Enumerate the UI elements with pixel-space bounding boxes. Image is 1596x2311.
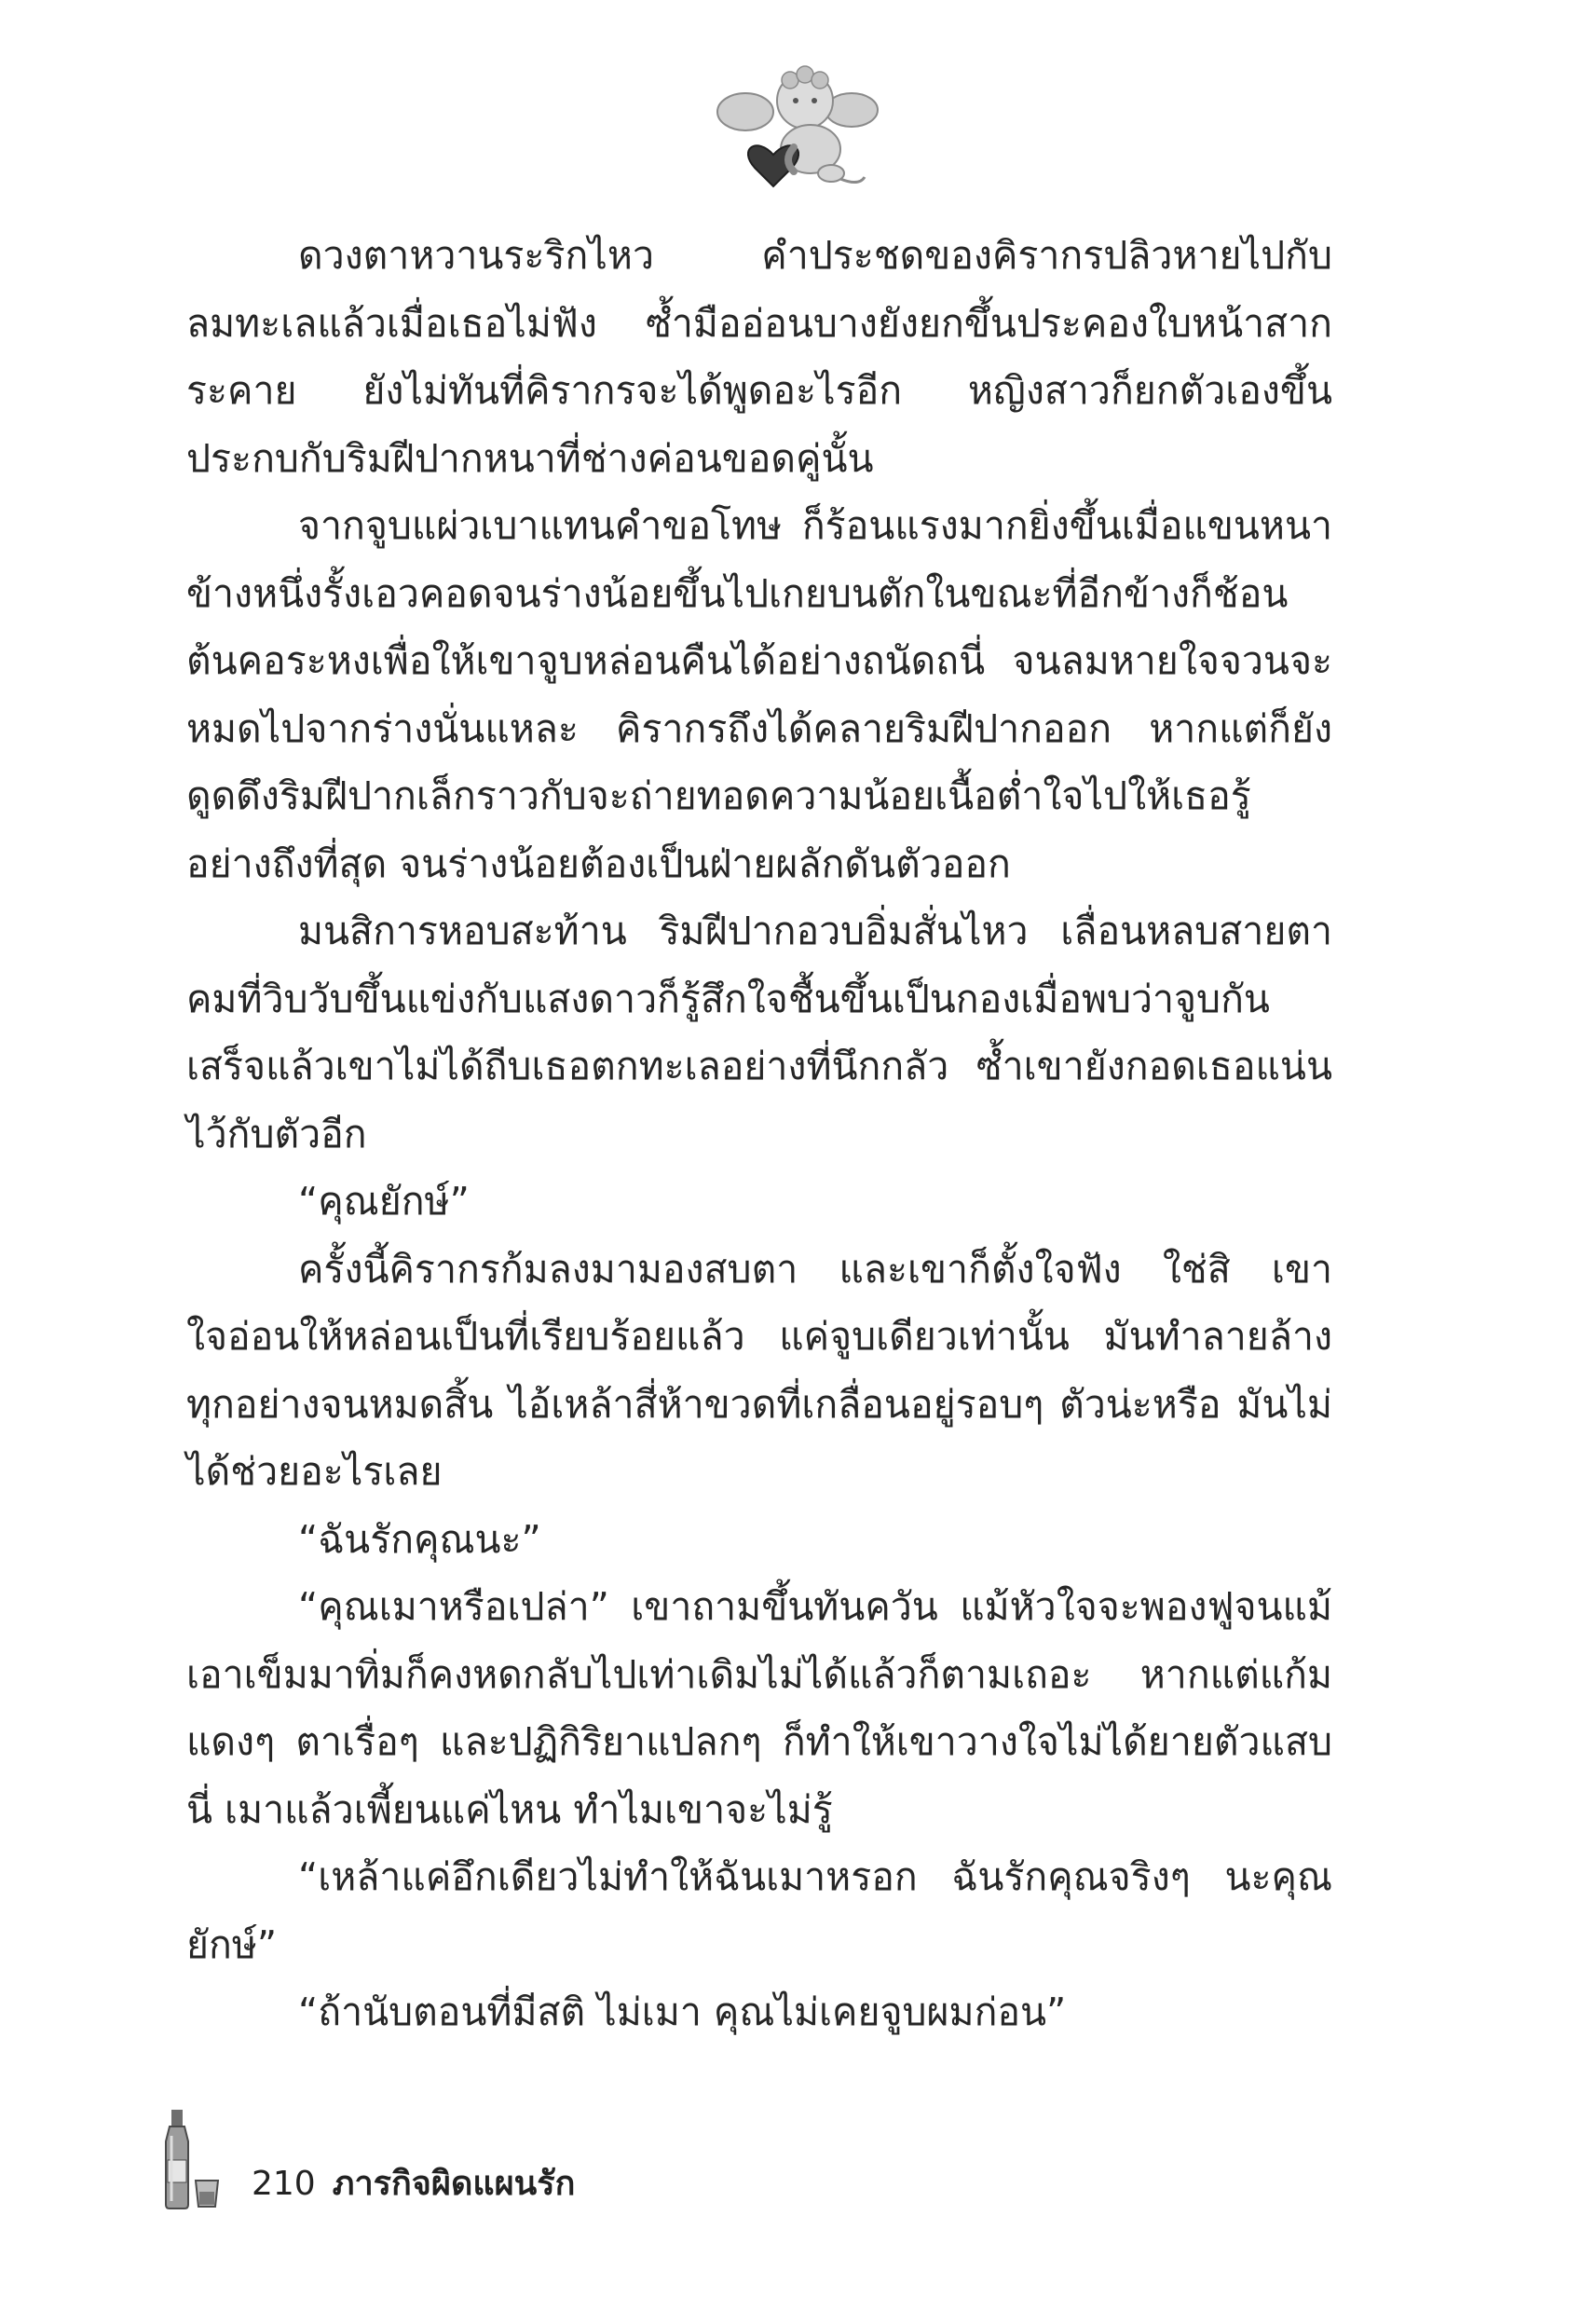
paragraph: “คุณเมาหรือเปล่า” เขาถามขึ้นทันควัน แม้หัวใจจะพองฟูจนแม้เอาเข็มมาทิ่มก็คงหดกลับไปเท่าเดิมไม่ได้แล้วก็ตามเถอะ หากแต่แก้มแดงๆ ตาเรื่อๆ และปฏิกิริยาแปลกๆ ก็ทำให้เขาวางใจไม่ได้ยายตัวแสบนี่ เมาแล้วเพี้ยนแค่ไหน ทำไมเขาจะไม่รู้	[186, 1584, 1332, 1832]
dialogue-line: “ฉันรักคุณนะ”	[298, 1516, 541, 1562]
dialogue-line: “คุณยักษ์”	[298, 1179, 470, 1224]
dialogue-line: “ถ้านับตอนที่มีสติ ไม่เมา คุณไม่เคยจูบผมก่อน”	[298, 1990, 1067, 2034]
page-footer	[158, 2108, 811, 2210]
book-title: ภารกิจผิดแผนรัก	[332, 2165, 576, 2203]
page-number: 210	[252, 2165, 316, 2203]
paragraph: ดวงตาหวานระริกไหว คำประชดของคิรากรปลิวหายไปกับลมทะเลแล้วเมื่อเธอไม่ฟัง ซ้ำมืออ่อนบางยังยกขึ้นประคองใบหน้าสากระคาย ยังไม่ทันที่คิรากรจะได้พูดอะไรอีก หญิงสาวก็ยกตัวเองขึ้นประกบกับริมฝีปากหนาที่ช่างค่อนขอดคู่นั้น	[186, 233, 1332, 481]
liquor-bottle-icon	[158, 2108, 242, 2210]
body-text	[186, 222, 1332, 2046]
folio	[252, 2156, 575, 2209]
dialogue-line: “เหล้าแค่อึกเดียวไม่ทำให้ฉันเมาหรอก ฉันรักคุณจริงๆ นะคุณยักษ์”	[186, 1854, 1332, 1967]
cupid-with-heart-icon	[701, 63, 896, 194]
paragraph: มนสิการหอบสะท้าน ริมฝีปากอวบอิ่มสั่นไหว เลื่อนหลบสายตาคมที่วิบวับขึ้นแข่งกับแสงดาวก็รู้สึกใจชื้นขึ้นเป็นกองเมื่อพบว่าจูบกันเสร็จแล้วเขาไม่ได้ถีบเธอตกทะเลอย่างที่นึกกลัว ซ้ำเขายังกอดเธอแน่นไว้กับตัวอีก	[186, 909, 1332, 1156]
paragraph: จากจูบแผ่วเบาแทนคำขอโทษ ก็ร้อนแรงมากยิ่งขึ้นเมื่อแขนหนาข้างหนึ่งรั้งเอวคอดจนร่างน้อยขึ้นไปเกยบนตักในขณะที่อีกข้างก็ช้อนต้นคอระหงเพื่อให้เขาจูบหล่อนคืนได้อย่างถนัดถนี่ จนลมหายใจจวนจะหมดไปจากร่างนั่นแหละ คิรากรถึงได้คลายริมฝีปากออก หากแต่ก็ยังดูดดึงริมฝีปากเล็กราวกับจะถ่ายทอดความน้อยเนื้อต่ำใจไปให้เธอรู้อย่างถึงที่สุด จนร่างน้อยต้องเป็นฝ่ายผลักดันตัวออก	[186, 503, 1332, 886]
paragraph: ครั้งนี้คิรากรก้มลงมามองสบตา และเขาก็ตั้งใจฟัง ใช่สิ เขาใจอ่อนให้หล่อนเป็นที่เรียบร้อยแล้ว แค่จูบเดียวเท่านั้น มันทำลายล้างทุกอย่างจนหมดสิ้น ไอ้เหล้าสี่ห้าขวดที่เกลื่อนอยู่รอบๆ ตัวน่ะหรือ มันไม่ได้ช่วยอะไรเลย	[186, 1246, 1332, 1494]
